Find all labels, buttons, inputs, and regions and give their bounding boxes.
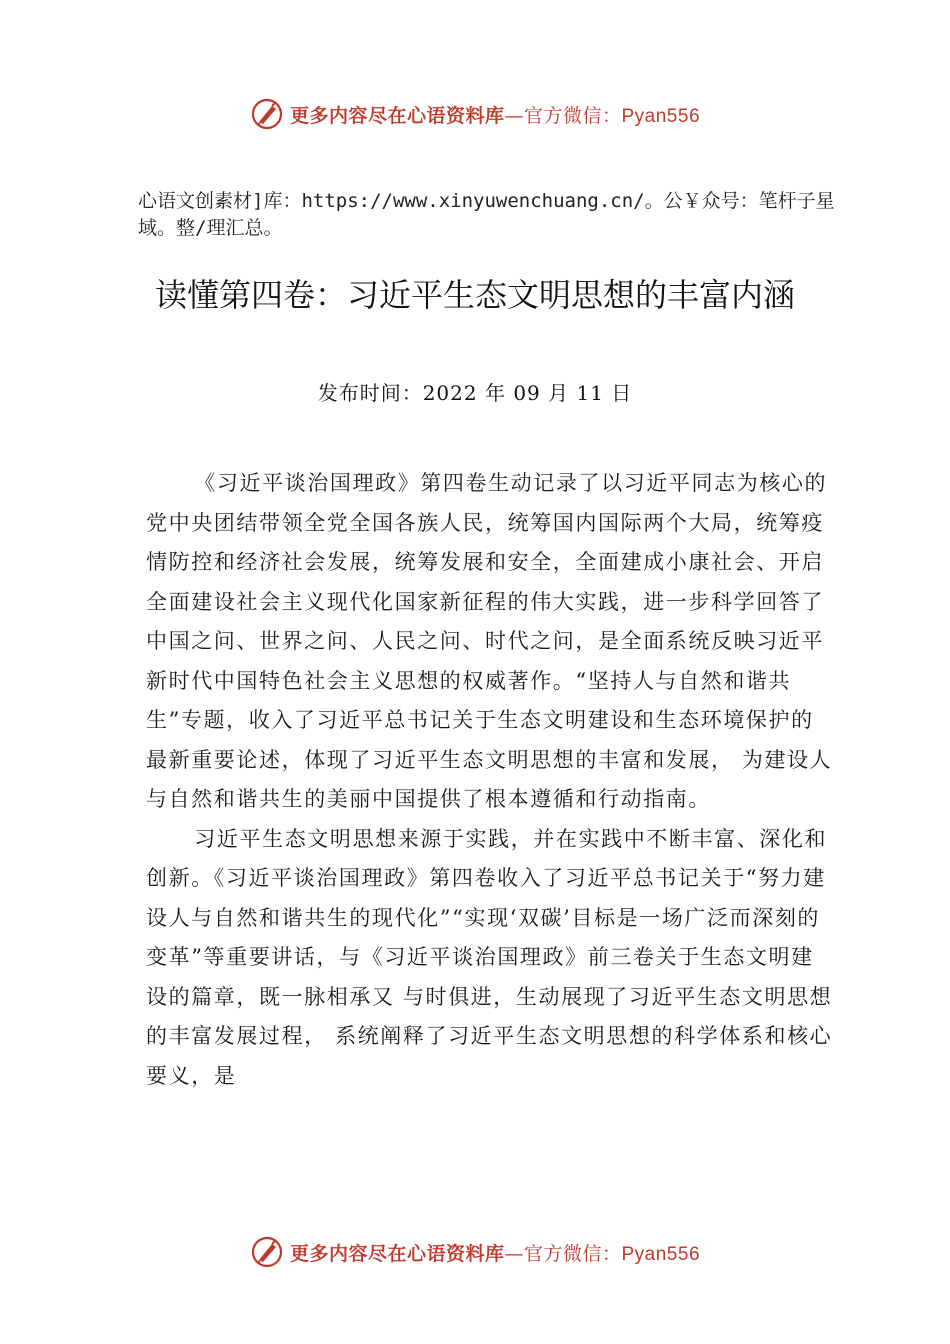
pen-nib-logo-icon xyxy=(250,97,284,131)
watermark-dash: — xyxy=(504,104,524,127)
paragraph: 习近平生态文明思想来源于实践，并在实践中不断丰富、深化和创新。《习近平谈治国理政》第四卷收入了习近平总书记关于“努力建设人与自然和谐共生的现代化”“实现‘双碳’目标是一场广泛而深刻的变革”等重要讲话，与《习近平谈治国理政》前三卷关于生态文明建设的篇章，既一脉相承又 与时俱进，生动展现了习近平生态文明思想的丰富发展过程， 系统阐释了习近平生态文明思想的科学体系和核心要义，是 xyxy=(146,826,833,1088)
publish-time: 发布时间：2022 年 09 月 11 日 xyxy=(317,381,633,405)
watermark-banner-bottom xyxy=(0,1232,950,1272)
watermark-handle: Pyan556 xyxy=(621,105,701,127)
watermark-wechat-label: 官方微信： xyxy=(523,104,622,127)
watermark-main: 更多内容尽在心语资料库 xyxy=(289,1242,505,1265)
watermark-dash: — xyxy=(504,1242,524,1265)
paragraph: 《习近平谈治国理政》第四卷生动记录了以习近平同志为核心的党中央团结带领全党全国各族人民，统筹国内国际两个大局，统筹疫情防控和经济社会发展，统筹发展和安全，全面建成小康社会、开启全面建设社会主义现代化国家新征程的伟大实践，进一步科学回答了中国之问、世界之问、人民之问、时代之问，是全面系统反映习近平新时代中国特色社会主义思想的权威著作。“坚持人与自然和谐共生”专题，收入了习近平总书记关于生态文明建设和生态环境保护的最新重要论述，体现了习近平生态文明思想的丰富和发展， 为建设人与自然和谐共生的美丽中国提供了根本遵循和行动指南。 xyxy=(146,471,833,811)
article-title: 读懂第四卷：习近平生态文明思想的丰富内涵 xyxy=(154,276,795,315)
watermark-text xyxy=(290,101,700,128)
article-body xyxy=(146,464,834,1096)
watermark-text xyxy=(290,1239,700,1266)
watermark-main: 更多内容尽在心语资料库 xyxy=(289,104,505,127)
watermark-banner-top xyxy=(0,94,950,134)
pen-nib-logo-icon xyxy=(250,1235,284,1269)
watermark-wechat-label: 官方微信： xyxy=(523,1242,622,1265)
watermark-handle: Pyan556 xyxy=(621,1243,701,1265)
source-note: 心语文创素材]库：https://www.xinyuwenchuang.cn/。公￥众号：笔杆子星域。整/理汇总。 xyxy=(138,190,835,239)
